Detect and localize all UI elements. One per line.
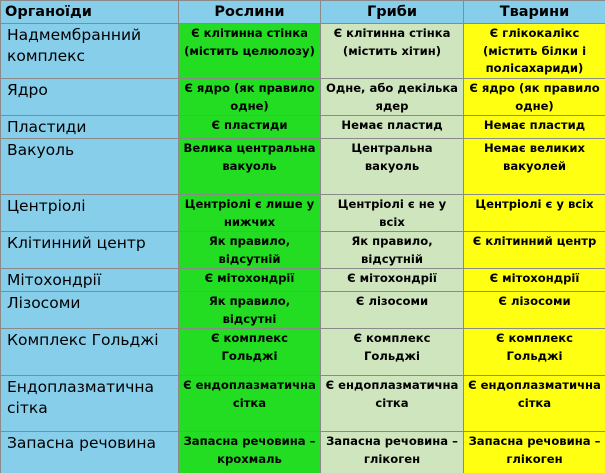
fungi-value: Центральна вакуоль xyxy=(351,141,433,173)
row-name-cell xyxy=(1,269,179,292)
animals-value: Є ядро (як правило одне) xyxy=(469,81,600,113)
table-row xyxy=(1,116,605,139)
table-row xyxy=(1,232,605,269)
plants-cell xyxy=(179,195,321,232)
plants-cell xyxy=(179,79,321,116)
fungi-value: Центріолі є не у всіх xyxy=(337,197,447,229)
table-row xyxy=(1,292,605,329)
fungi-cell xyxy=(321,79,464,116)
fungi-value: Є мітохондрії xyxy=(347,271,437,285)
plants-value: Як правило, відсутній xyxy=(208,234,291,266)
table-row xyxy=(1,139,605,195)
plants-cell xyxy=(179,139,321,195)
fungi-cell xyxy=(321,376,464,432)
row-name-cell xyxy=(1,195,179,232)
plants-cell xyxy=(179,292,321,329)
fungi-value: Як правило, відсутній xyxy=(351,234,433,266)
animals-cell xyxy=(464,79,605,116)
plants-value: Є клітинна стінка (містить целюлозу) xyxy=(184,26,315,58)
plants-cell xyxy=(179,329,321,376)
header-row xyxy=(1,1,605,24)
plants-value: Як правило, відсутні xyxy=(208,294,291,326)
animals-cell xyxy=(464,195,605,232)
header-plants: Рослини xyxy=(179,1,321,24)
header-animals: Тварини xyxy=(464,1,605,24)
animals-cell xyxy=(464,432,605,473)
plants-cell xyxy=(179,269,321,292)
plants-value: Центріолі є лише у нижчих xyxy=(184,197,315,229)
organoid-name: Лізосоми xyxy=(7,294,81,312)
animals-value: Є мітохондрії xyxy=(489,271,580,285)
row-name-cell xyxy=(1,432,179,473)
animals-value: Немає пластид xyxy=(483,118,586,132)
animals-cell xyxy=(464,232,605,269)
fungi-value: Є клітинна стінка (містить хітин) xyxy=(333,26,451,58)
fungi-cell xyxy=(321,329,464,376)
organoid-name: Вакуоль xyxy=(7,141,75,159)
animals-value: Є глікокалікс (містить білки і полісахариди) xyxy=(482,26,587,75)
animals-value: Немає великих вакуолей xyxy=(483,141,586,173)
header-organoids: Органоїди xyxy=(1,1,179,24)
fungi-cell xyxy=(321,139,464,195)
organoid-name: Надмембранний комплекс xyxy=(7,26,142,65)
table-row xyxy=(1,329,605,376)
plants-cell xyxy=(179,232,321,269)
fungi-cell xyxy=(321,195,464,232)
row-name-cell xyxy=(1,24,179,79)
fungi-cell xyxy=(321,432,464,473)
organoid-name: Центріолі xyxy=(7,197,86,215)
row-name-cell xyxy=(1,139,179,195)
organoid-name: Пластиди xyxy=(7,118,87,136)
plants-value: Є ядро (як правило одне) xyxy=(184,81,315,113)
fungi-cell xyxy=(321,24,464,79)
animals-cell xyxy=(464,24,605,79)
animals-value: Є комплекс Гольджі xyxy=(496,331,573,363)
animals-value: Є клітинний центр xyxy=(472,234,597,248)
organoid-name: Мітохондрії xyxy=(7,271,102,289)
animals-value: Запасна речовина – глікоген xyxy=(468,434,601,466)
plants-value: Запасна речовина – крохмаль xyxy=(183,434,316,466)
animals-cell xyxy=(464,292,605,329)
animals-cell xyxy=(464,139,605,195)
fungi-value: Є лізосоми xyxy=(355,294,429,308)
plants-value: Є пластиди xyxy=(211,118,288,132)
row-name-cell xyxy=(1,329,179,376)
fungi-value: Одне, або декілька ядер xyxy=(325,81,459,113)
animals-cell xyxy=(464,329,605,376)
row-name-cell xyxy=(1,292,179,329)
row-name-cell xyxy=(1,232,179,269)
organoid-name: Ендоплазматична сітка xyxy=(7,378,154,417)
fungi-value: Є комплекс Гольджі xyxy=(353,331,431,363)
plants-cell xyxy=(179,376,321,432)
table-row xyxy=(1,376,605,432)
table-row xyxy=(1,79,605,116)
plants-cell xyxy=(179,24,321,79)
table-row xyxy=(1,24,605,79)
animals-value: Центріолі є у всіх xyxy=(475,197,594,211)
plants-cell xyxy=(179,116,321,139)
row-name-cell xyxy=(1,116,179,139)
fungi-value: Є ендоплазматична сітка xyxy=(325,378,459,410)
fungi-cell xyxy=(321,292,464,329)
fungi-value: Запасна речовина – глікоген xyxy=(326,434,458,466)
animals-value: Є ендоплазматична сітка xyxy=(468,378,601,410)
plants-value: Велика центральна вакуоль xyxy=(183,141,316,173)
organoid-name: Клітинний центр xyxy=(7,234,146,252)
table-row xyxy=(1,195,605,232)
fungi-cell xyxy=(321,116,464,139)
plants-value: Є мітохондрії xyxy=(204,271,295,285)
row-name-cell xyxy=(1,376,179,432)
organoid-name: Запасна речовина xyxy=(7,434,157,452)
animals-cell xyxy=(464,376,605,432)
table-row xyxy=(1,432,605,473)
organoid-name: Ядро xyxy=(7,81,48,99)
fungi-value: Немає пластид xyxy=(341,118,443,132)
organoid-name: Комплекс Гольджі xyxy=(7,331,159,349)
animals-cell xyxy=(464,116,605,139)
fungi-cell xyxy=(321,269,464,292)
plants-value: Є ендоплазматична сітка xyxy=(183,378,316,410)
table-row xyxy=(1,269,605,292)
row-name-cell xyxy=(1,79,179,116)
animals-cell xyxy=(464,269,605,292)
plants-value: Є комплекс Гольджі xyxy=(211,331,288,363)
plants-cell xyxy=(179,432,321,473)
animals-value: Є лізосоми xyxy=(498,294,571,308)
fungi-cell xyxy=(321,232,464,269)
header-fungi: Гриби xyxy=(321,1,464,24)
